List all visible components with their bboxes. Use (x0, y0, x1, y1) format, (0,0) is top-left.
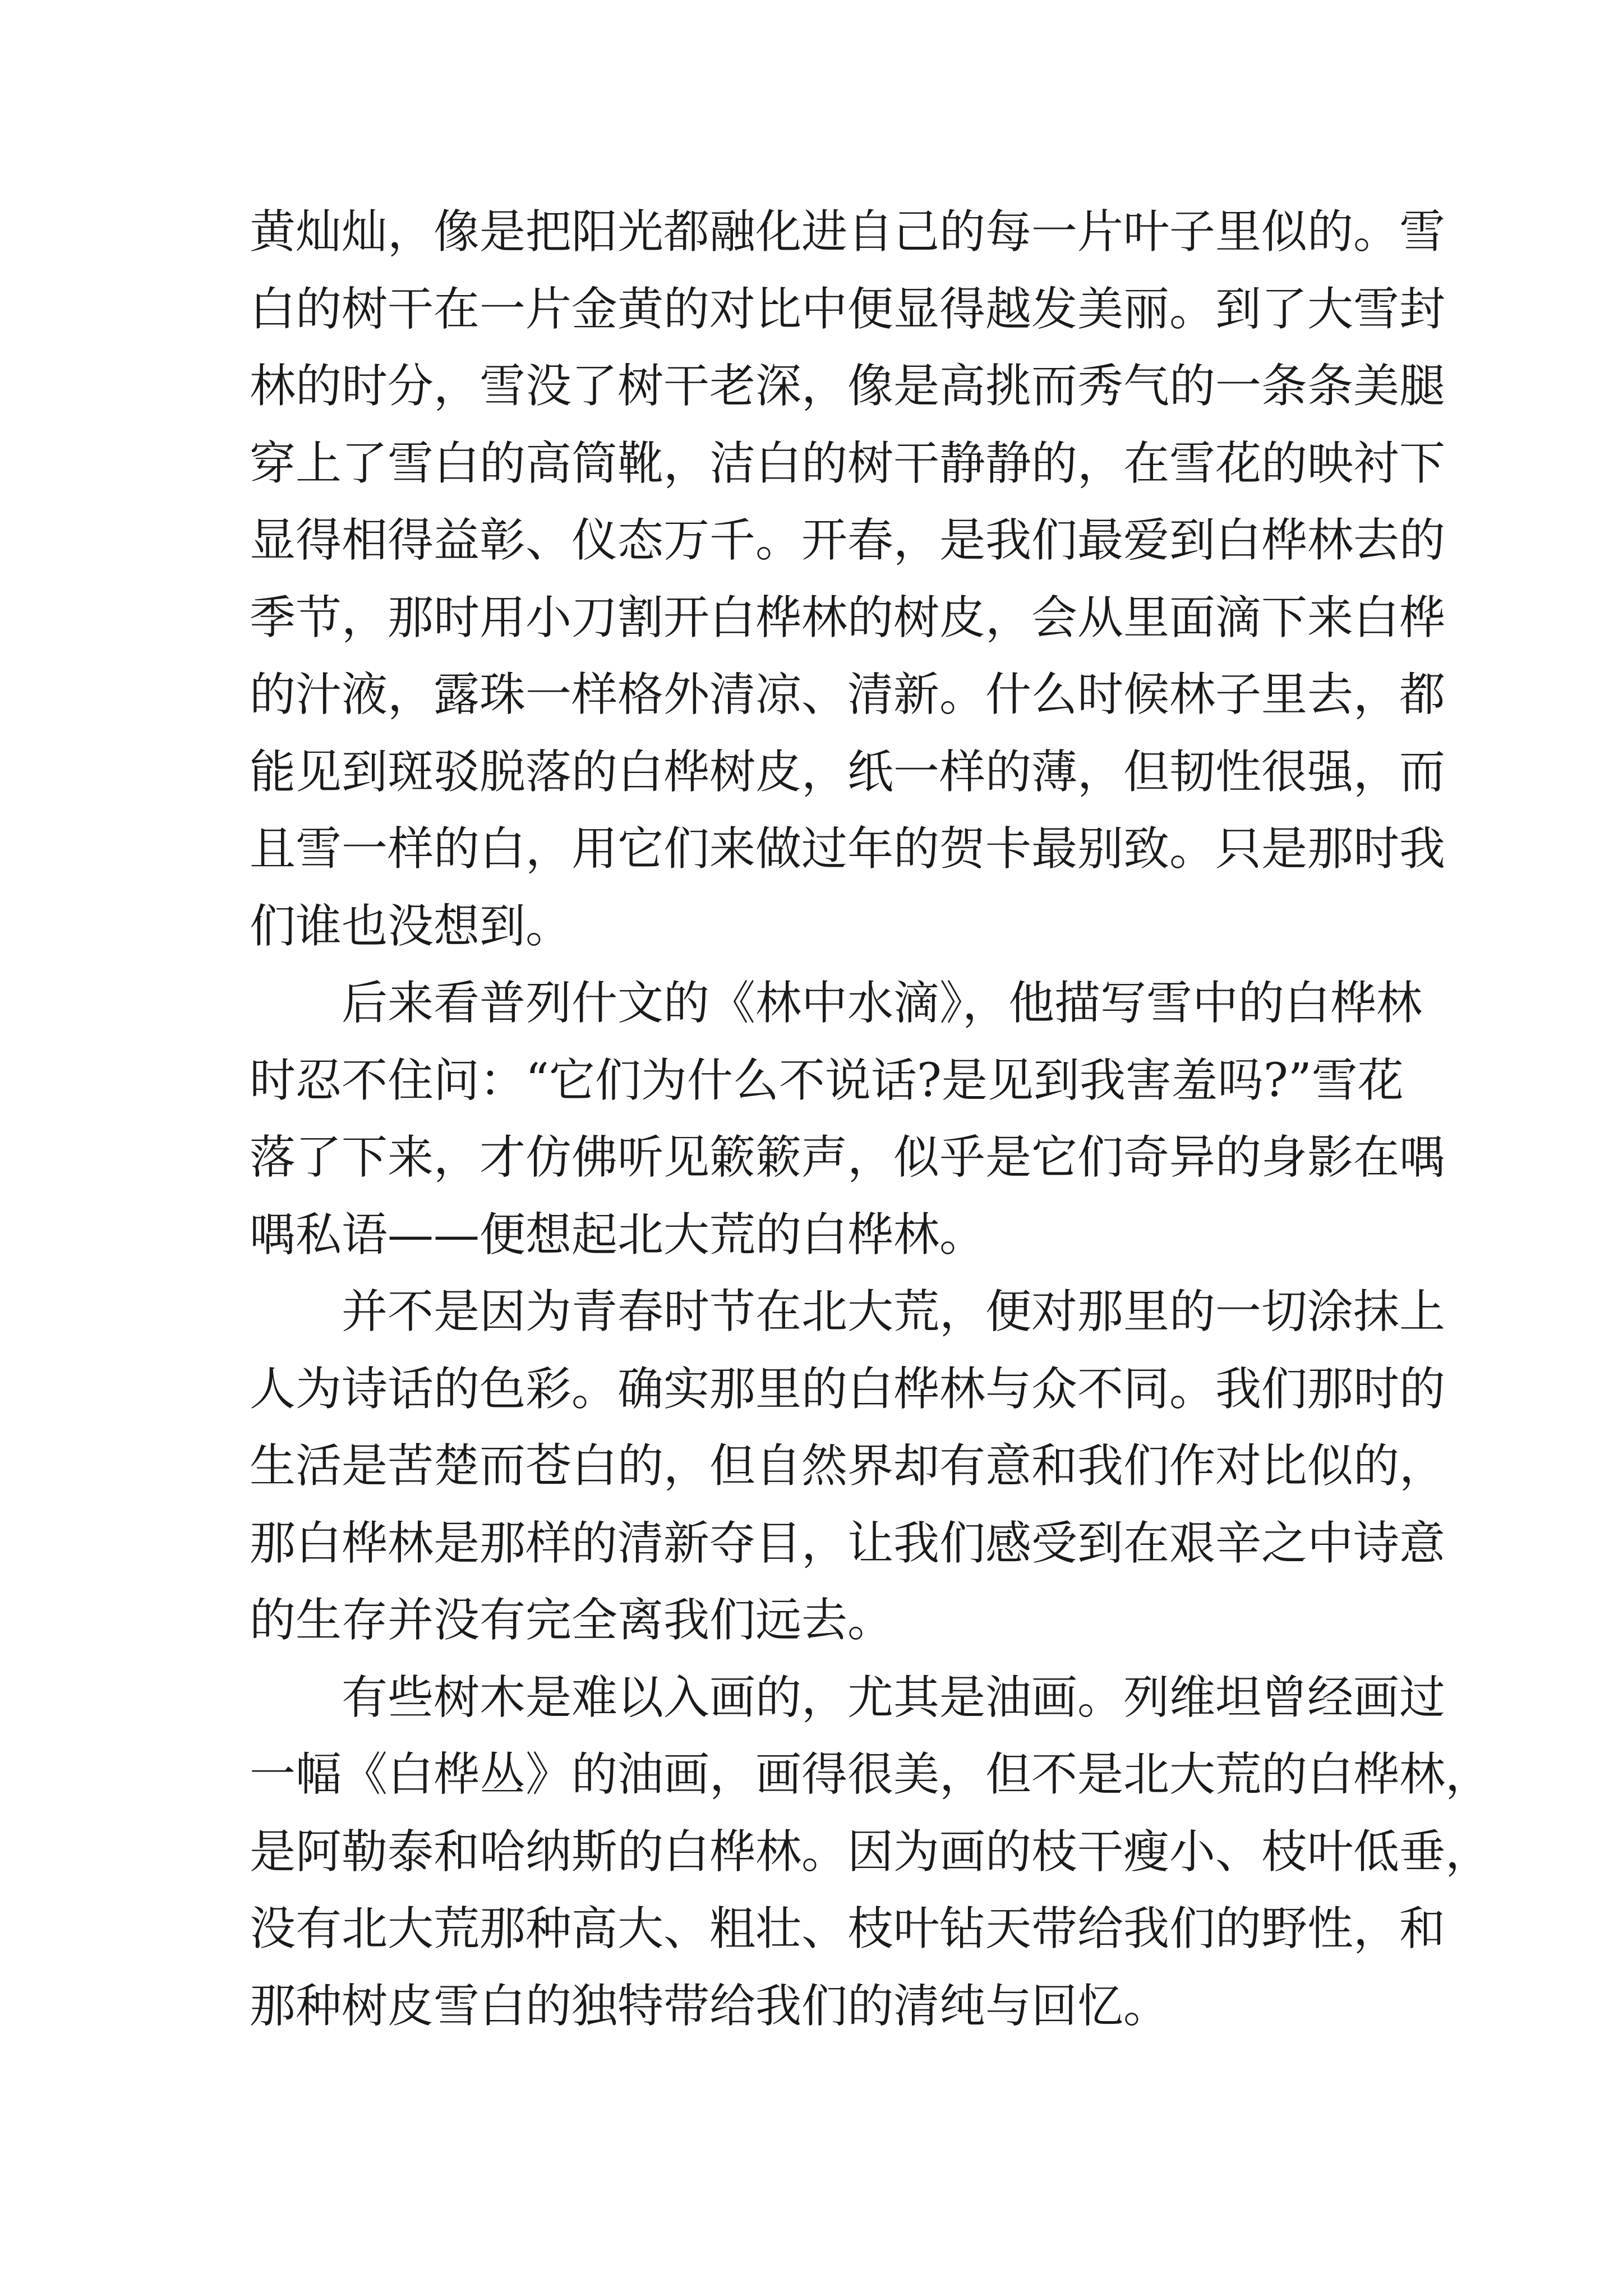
text-line: 生活是苦楚而苍白的，但自然界却有意和我们作对比似的， (250, 1439, 1446, 1493)
text-line: 后来看普列什文的《林中水滴》，他描写雪中的白桦林 (342, 977, 1423, 1030)
text-line: 时忍不住问：“它们为什么不说话?是见到我害羞吗?”雪花 (250, 1053, 1404, 1107)
paragraph (250, 1659, 1492, 2045)
paragraph (250, 194, 1446, 965)
text-line: 落了下来，才仿佛听见簌簌声，似乎是它们奇异的身影在喁 (250, 1131, 1446, 1184)
text-line: 喁私语——便想起北大荒的白桦林。 (250, 1208, 986, 1262)
paragraph (250, 1273, 1446, 1659)
text-line: 没有北大荒那种高大、粗壮、枝叶钻天带给我们的野性，和 (250, 1902, 1446, 1955)
text-line: 季节，那时用小刀割开白桦林的树皮，会从里面滴下来白桦 (250, 591, 1446, 645)
body-text (250, 194, 1492, 2045)
text-line: 能见到斑驳脱落的白桦树皮，纸一样的薄，但韧性很强，而 (250, 745, 1446, 799)
text-line: 们谁也没想到。 (250, 899, 572, 953)
paragraph (250, 965, 1446, 1273)
text-line: 黄灿灿，像是把阳光都融化进自己的每一片叶子里似的。雪 (250, 205, 1446, 259)
text-line: 人为诗话的色彩。确实那里的白桦林与众不同。我们那时的 (250, 1362, 1446, 1416)
text-line: 有些树木是难以入画的，尤其是油画。列维坦曾经画过 (342, 1671, 1446, 1724)
text-line: 的汁液，露珠一样格外清凉、清新。什么时候林子里去，都 (250, 668, 1446, 721)
text-line: 白的树干在一片金黄的对比中便显得越发美丽。到了大雪封 (250, 282, 1446, 336)
text-line: 林的时分，雪没了树干老深，像是高挑而秀气的一条条美腿 (250, 360, 1446, 413)
text-line: 并不是因为青春时节在北大荒，便对那里的一切涂抹上 (342, 1285, 1446, 1338)
text-line: 且雪一样的白，用它们来做过年的贺卡最别致。只是那时我 (250, 822, 1446, 876)
text-line: 的生存并没有完全离我们远去。 (250, 1594, 894, 1647)
text-line: 穿上了雪白的高筒靴，洁白的树干静静的，在雪花的映衬下 (250, 436, 1446, 490)
text-line: 显得相得益彰、仪态万千。开春，是我们最爱到白桦林去的 (250, 514, 1446, 567)
text-line: 一幅《白桦丛》的油画，画得很美，但不是北大荒的白桦林， (250, 1748, 1492, 1801)
text-line: 那种树皮雪白的独特带给我们的清纯与回忆。 (250, 1979, 1170, 2033)
text-line: 是阿勒泰和哈纳斯的白桦林。因为画的枝干瘦小、枝叶低垂， (250, 1825, 1492, 1879)
text-line: 那白桦林是那样的清新夺目，让我们感受到在艰辛之中诗意 (250, 1516, 1446, 1570)
